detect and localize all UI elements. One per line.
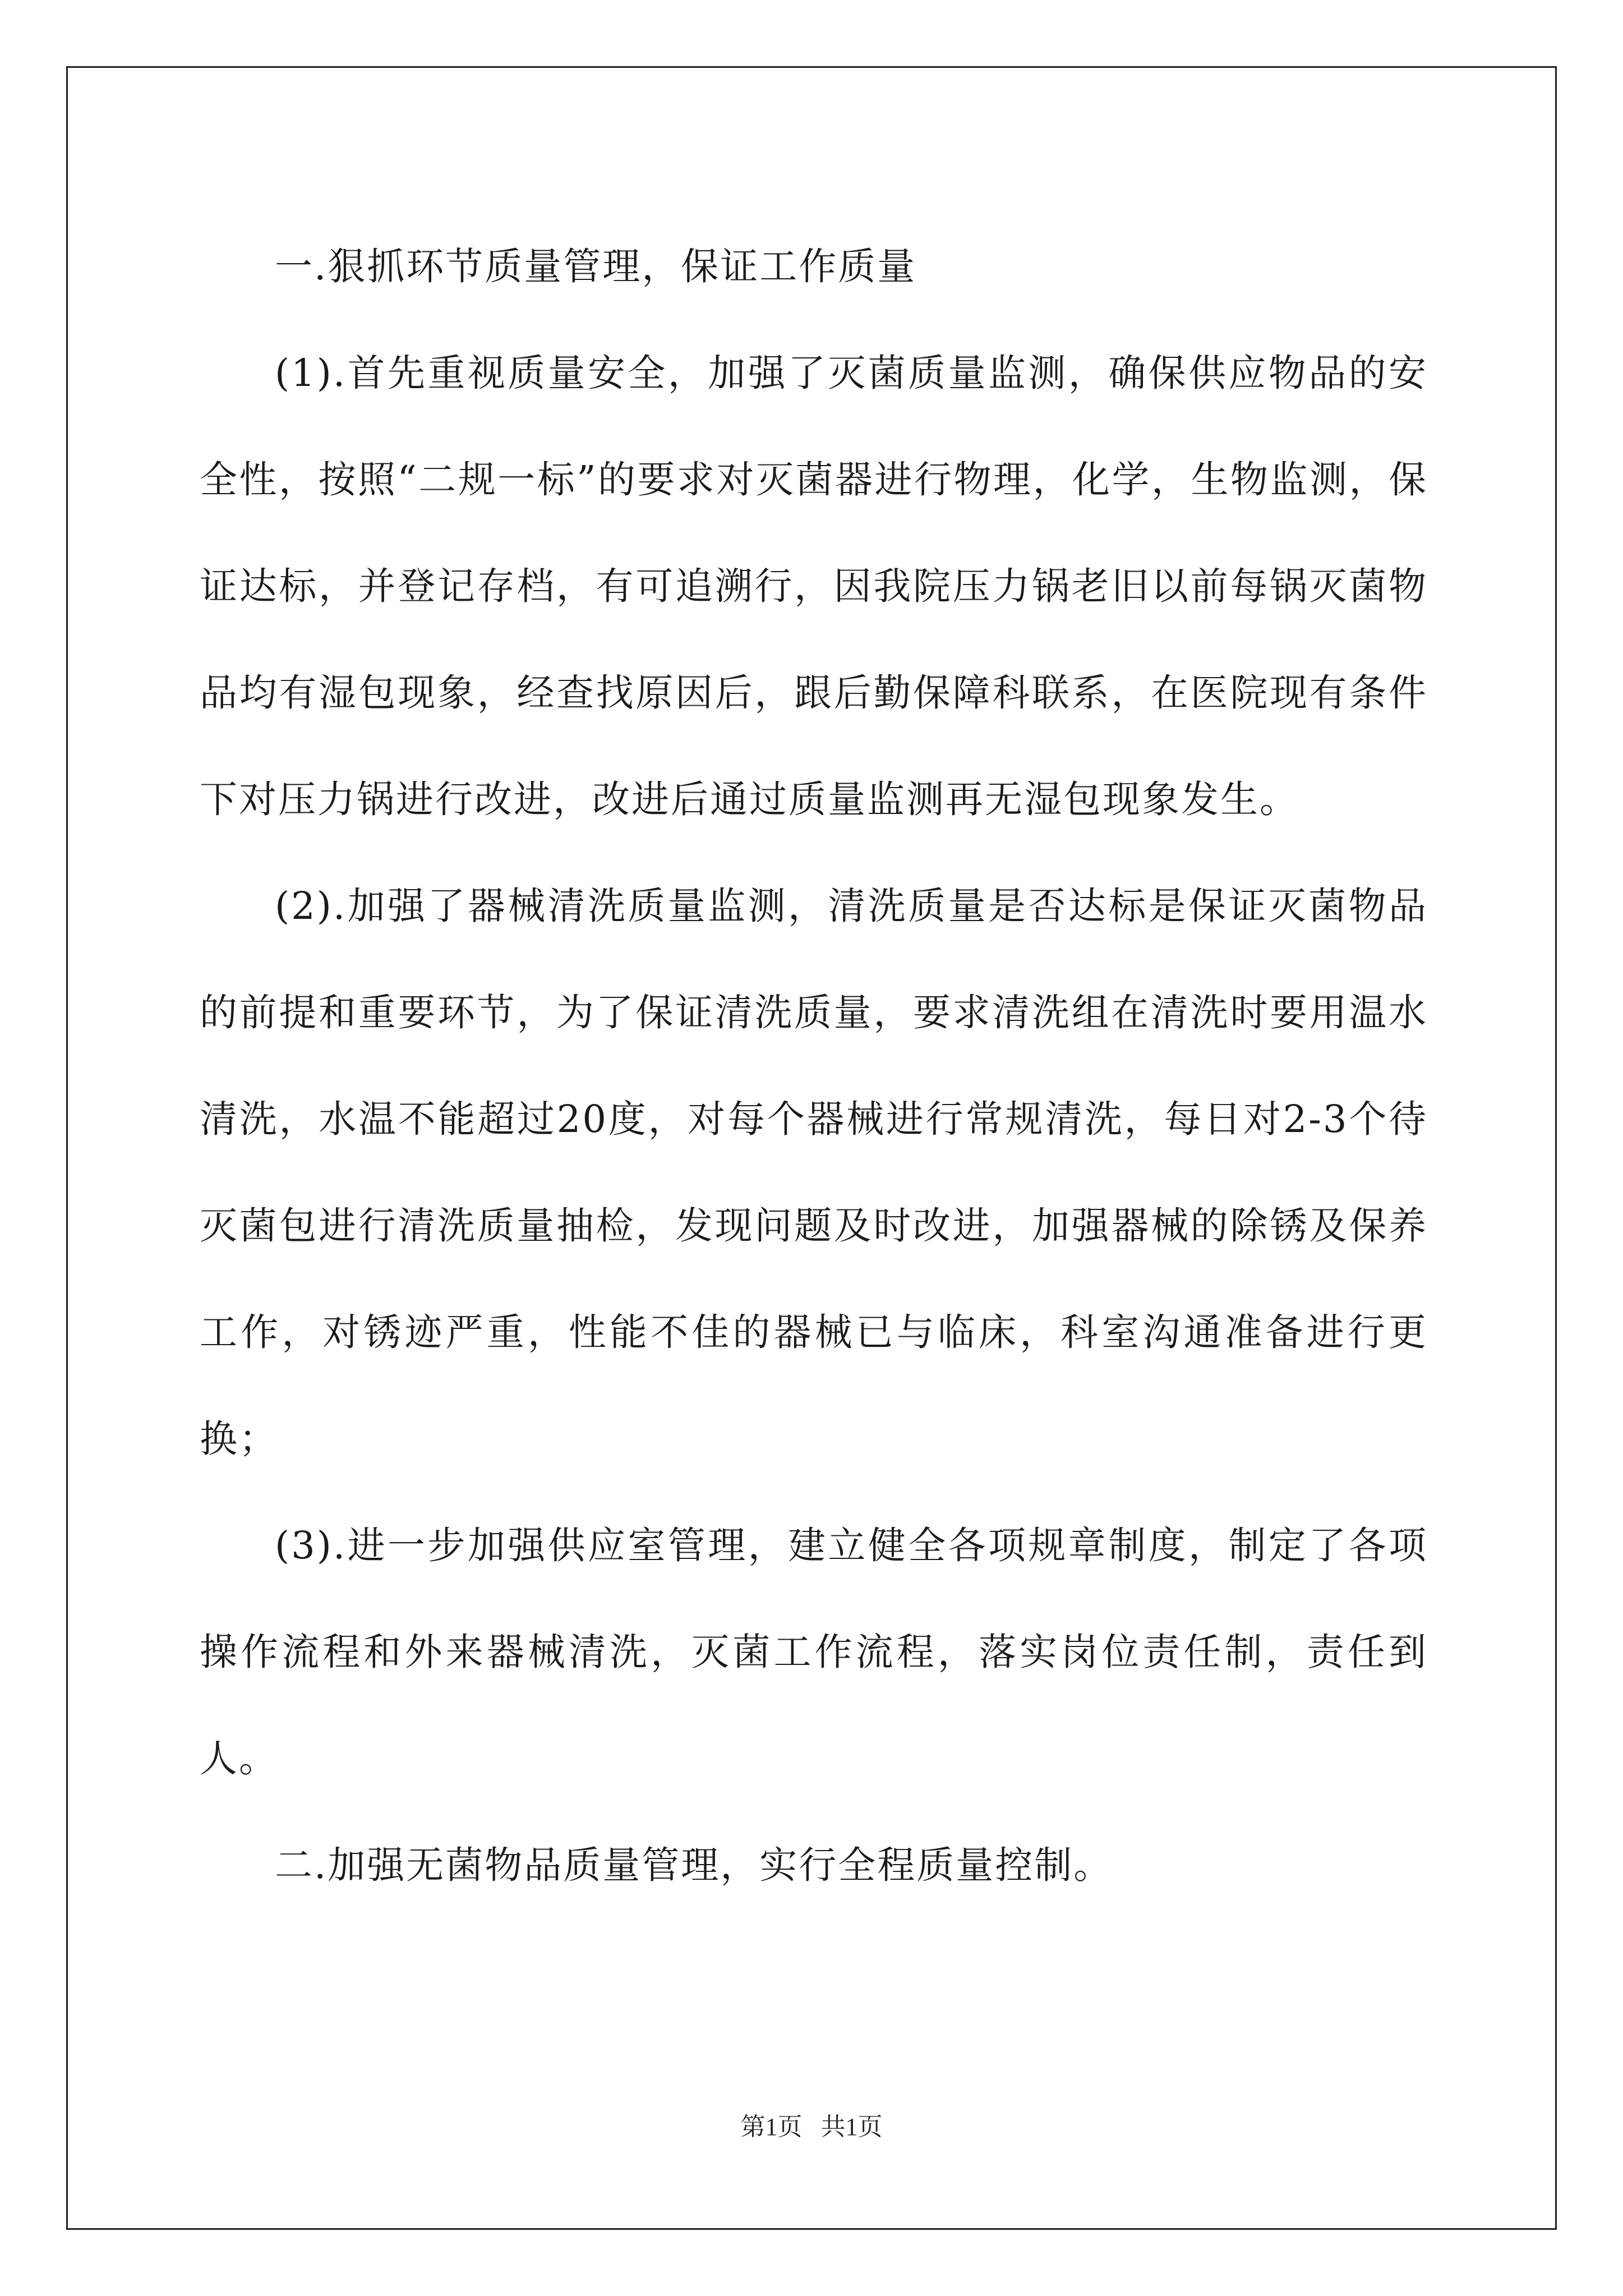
section-heading-1: 一.狠抓环节质量管理，保证工作质量 <box>275 245 917 288</box>
document-body <box>200 213 1428 1918</box>
section-heading-2: 二.加强无菌物品质量管理，实行全程质量控制。 <box>275 1843 1113 1887</box>
paragraph-item-1: (1).首先重视质量安全，加强了灭菌质量监测，确保供应物品的安全性，按照“二规一标”的要求对灭菌器进行物理，化学，生物监测，保证达标，并登记存档，有可追溯行，因我院压力锅老旧以前每锅灭菌物品均有湿包现象，经查找原因后，跟后勤保障科联系，在医院现有条件下对压力锅进行改进，改进后通过质量监测再无湿包现象发生。 <box>200 351 1428 821</box>
paragraph-item-3: (3).进一步加强供应室管理，建立健全各项规章制度，制定了各项操作流程和外来器械清洗，灭菌工作流程，落实岗位责任制，责任到人。 <box>200 1524 1428 1780</box>
page-number-footer: 第1页 共1页 <box>740 2113 883 2141</box>
paragraph-item-2: (2).加强了器械清洗质量监测，清洗质量是否达标是保证灭菌物品的前提和重要环节，为了保证清洗质量，要求清洗组在清洗时要用温水清洗，水温不能超过20度，对每个器械进行常规清洗，每日对2-3个待灭菌包进行清洗质量抽检，发现问题及时改进，加强器械的除锈及保养工作，对锈迹严重，性能不佳的器械已与临床，科室沟通准备进行更换； <box>200 884 1428 1461</box>
